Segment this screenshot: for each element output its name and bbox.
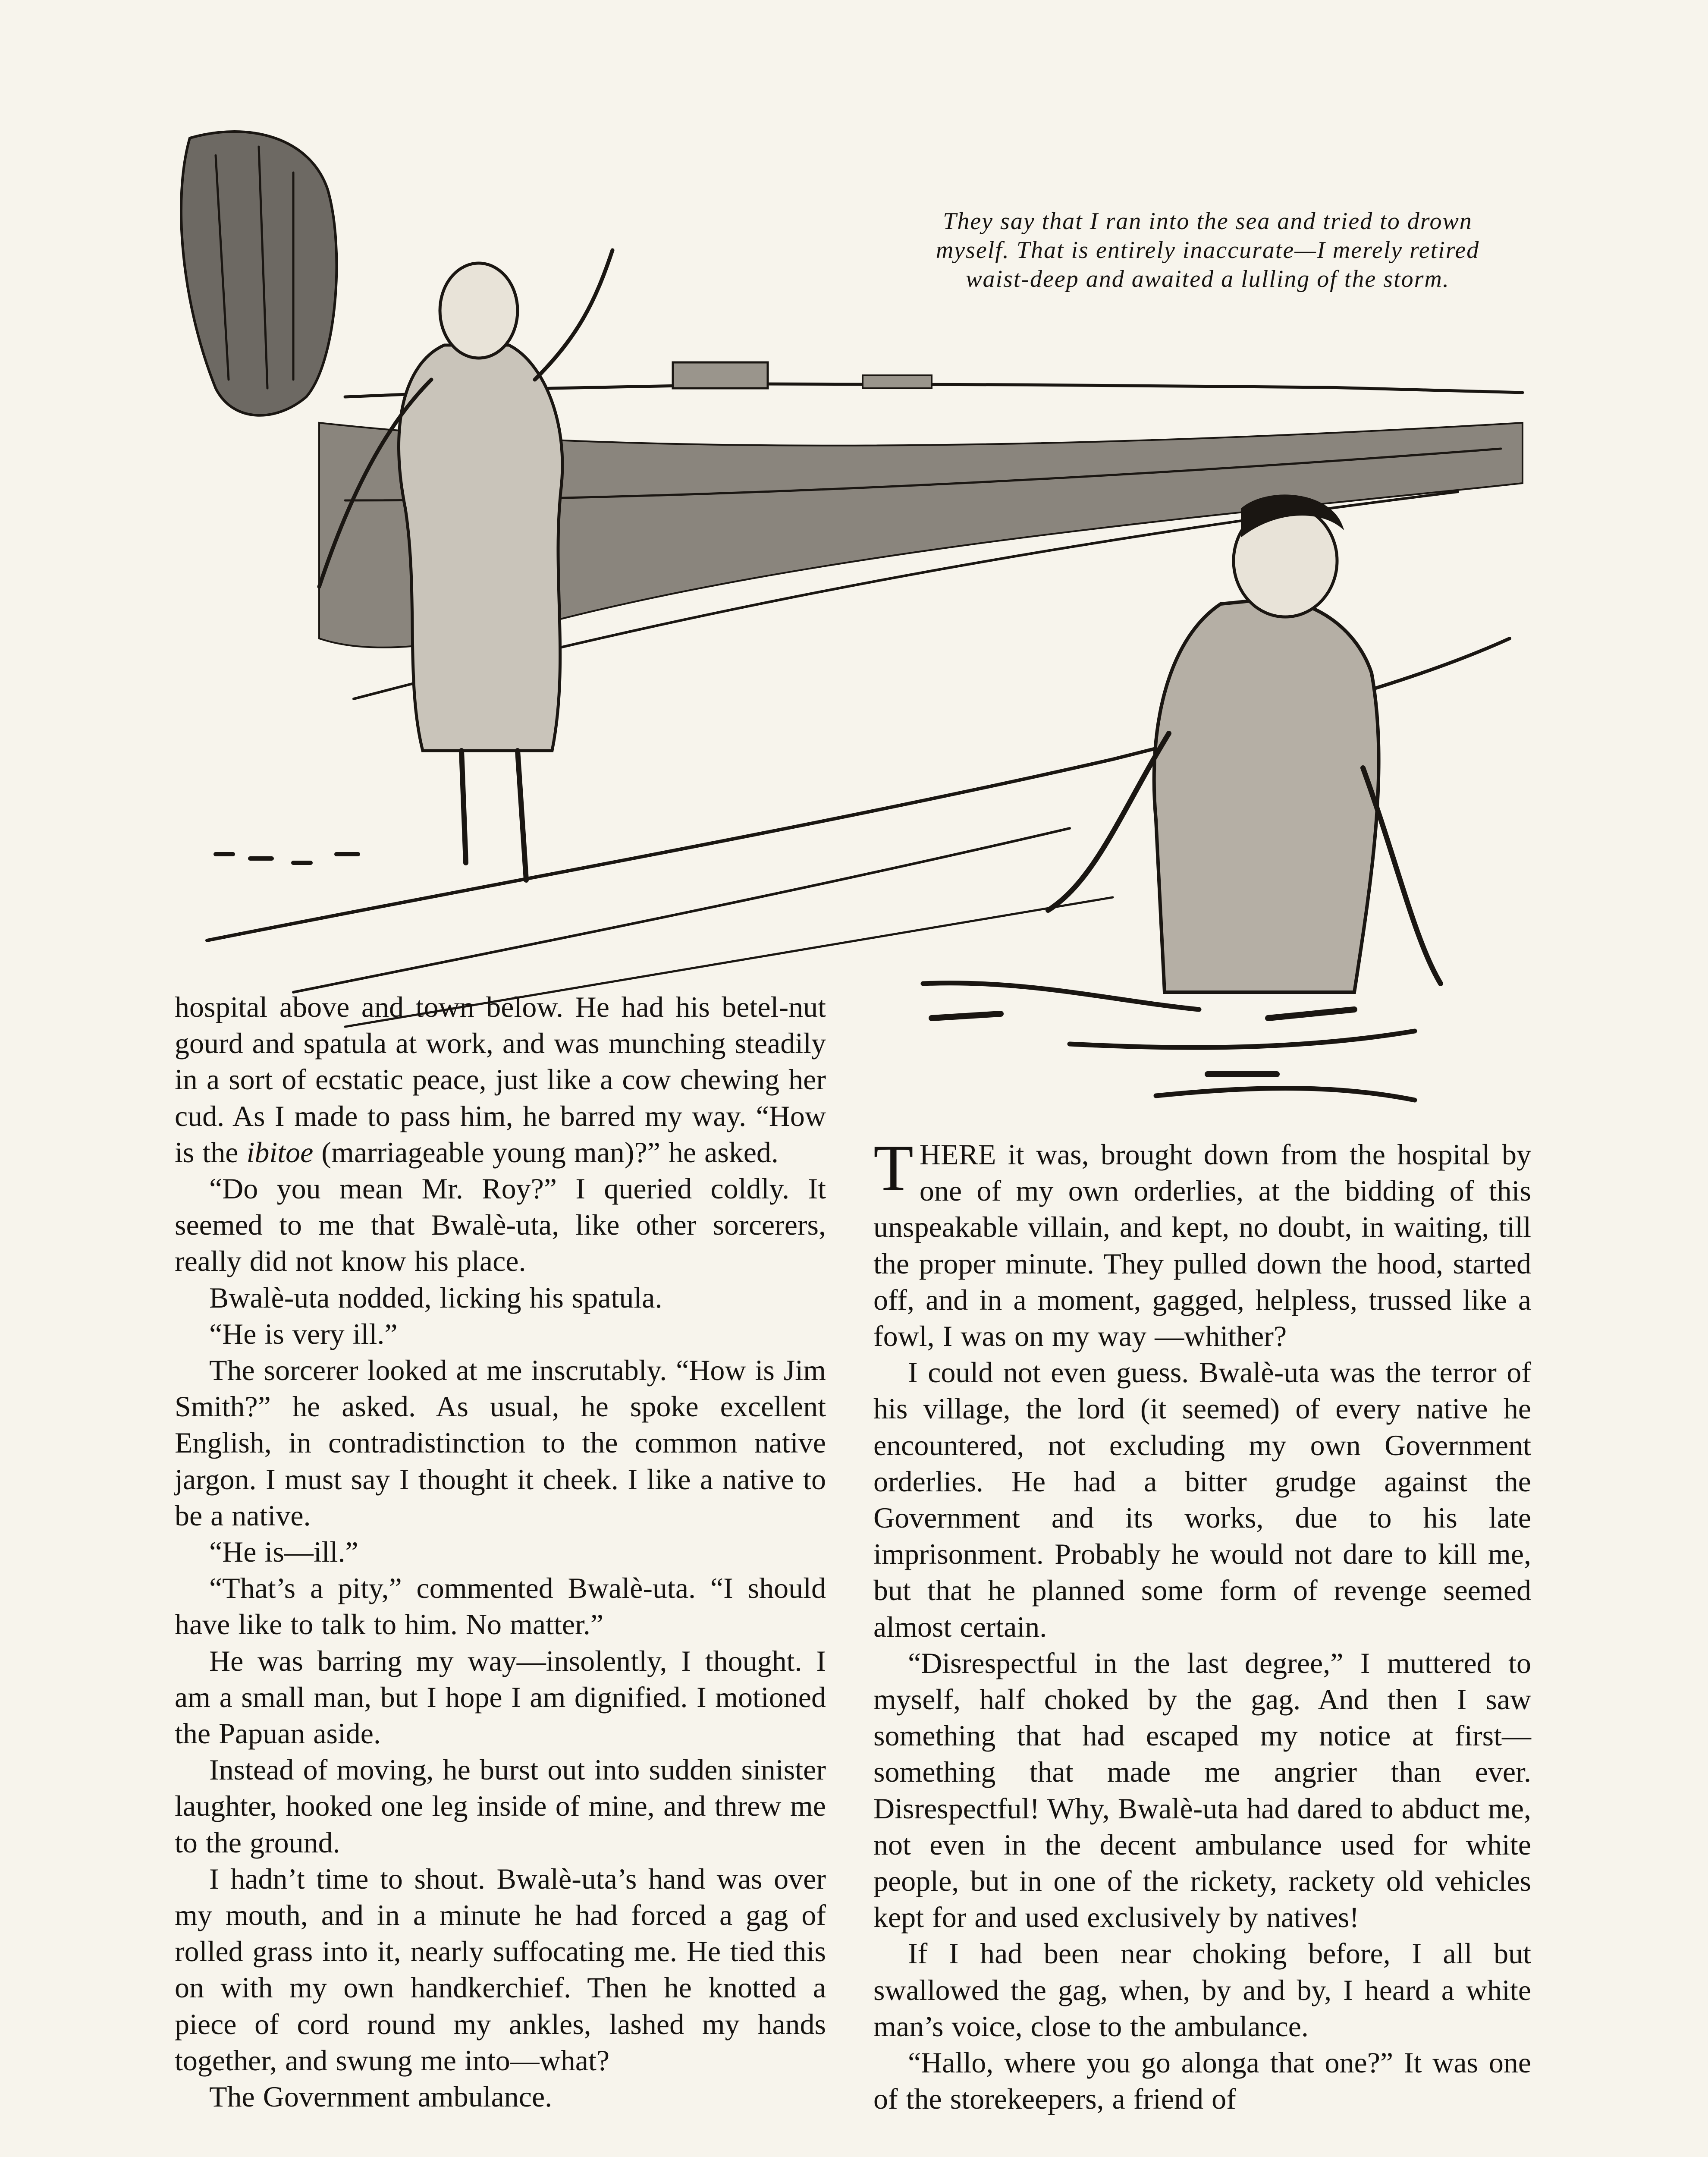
paragraph: “Do you mean Mr. Roy?” I queried coldly. It seemed to me that Bwalè-uta, like other sorcerers, really did not know his place. (175, 1172, 826, 1278)
paragraph: The Government ambulance. (209, 2080, 553, 2113)
paragraph: I hadn’t time to shout. Bwalè-uta’s hand was over my mouth, and in a minute he had forced a gag of rolled grass into it, nearly suffocating me. He tied this on with my own handkerchief. Then he knotted a piece of cord round my ankles, lashed my hands together, and swung me into—what? (175, 1862, 826, 2077)
paragraph: I could not even guess. Bwalè-uta was the terror of his village, the lord (it seemed) of every native he encountered, not excluding my own Government orderlies. He had a bitter grudge against the Government and its works, due to his late imprisonment. Probably he would not dare to kill me, but that he planned some form of revenge seemed almost certain. (873, 1356, 1531, 1643)
paragraph-text: HERE it was, brought down from the hospital by one of my own orderlies, at the bidding of this unspeakable villain, and kept, no doubt, in waiting, till the proper minute. They pulled down the hood, started off, and in a moment, gagged, helpless, trussed like a fowl, I was on my way —whither? (873, 1138, 1531, 1353)
paragraph: “Disrespectful in the last degree,” I muttered to myself, half choked by the gag. And then I saw something that had escaped my notice at first—something that made me angrier than ever. Disrespectful! Why, Bwalè-uta had dared to abduct me, not even in the decent ambulance used for white people, but in one of the rickety, rackety old vehicles kept for and used exclusively by natives! (873, 1646, 1531, 1934)
paragraph: He was barring my way—insolently, I thought. I am a small man, but I hope I am dignified. I motioned the Papuan aside. (175, 1644, 826, 1750)
paragraph: “That’s a pity,” commented Bwalè-uta. “I should have like to talk to him. No matter.” (175, 1572, 826, 1641)
paragraph: If I had been near choking before, I all but swallowed the gag, when, by and by, I heard a white man’s voice, close to the ambulance. (873, 1937, 1531, 2043)
right-text-column (873, 1132, 1531, 2117)
illustration-caption: They say that I ran into the sea and tried to drown myself. That is entirely inaccurate—I merely retired waist-deep and awaited a lulling of the storm. (936, 208, 1480, 292)
man-figure (1154, 599, 1379, 992)
italic-term: ibitoe (246, 1135, 314, 1169)
paragraph: “He is—ill.” (209, 1535, 358, 1569)
paragraph (873, 1132, 1531, 1354)
left-text-column (175, 989, 826, 2115)
paragraph: Instead of moving, he burst out into sudden sinister laughter, hooked one leg inside of mine, and threw me to the ground. (175, 1753, 826, 1859)
paragraph-text: hospital above and town below. He had his betel-nut gourd and spatula at work, and was munching steadily in a sort of ecstatic peace, just like a cow chewing her cud. As I made to pass him, he barred my way. “How is the (175, 990, 826, 1169)
paragraph: “He is very ill.” (209, 1317, 398, 1350)
paragraph-text: (marriageable young man)?” he asked. (321, 1135, 779, 1169)
paragraph: Bwalè-uta nodded, licking his spatula. (209, 1281, 662, 1314)
drop-cap: T (873, 1132, 914, 1204)
paragraph: “Hallo, where you go alonga that one?” It was one of the storekeepers, a friend of (873, 2046, 1531, 2116)
paragraph (175, 989, 826, 1170)
paragraph: The sorcerer looked at me inscrutably. “How is Jim Smith?” he asked. As usual, he spoke excellent English, in contradistinction to the common native jargon. I must say I thought it cheek. I like a native to be a native. (175, 1354, 826, 1532)
woman-figure (399, 345, 562, 751)
